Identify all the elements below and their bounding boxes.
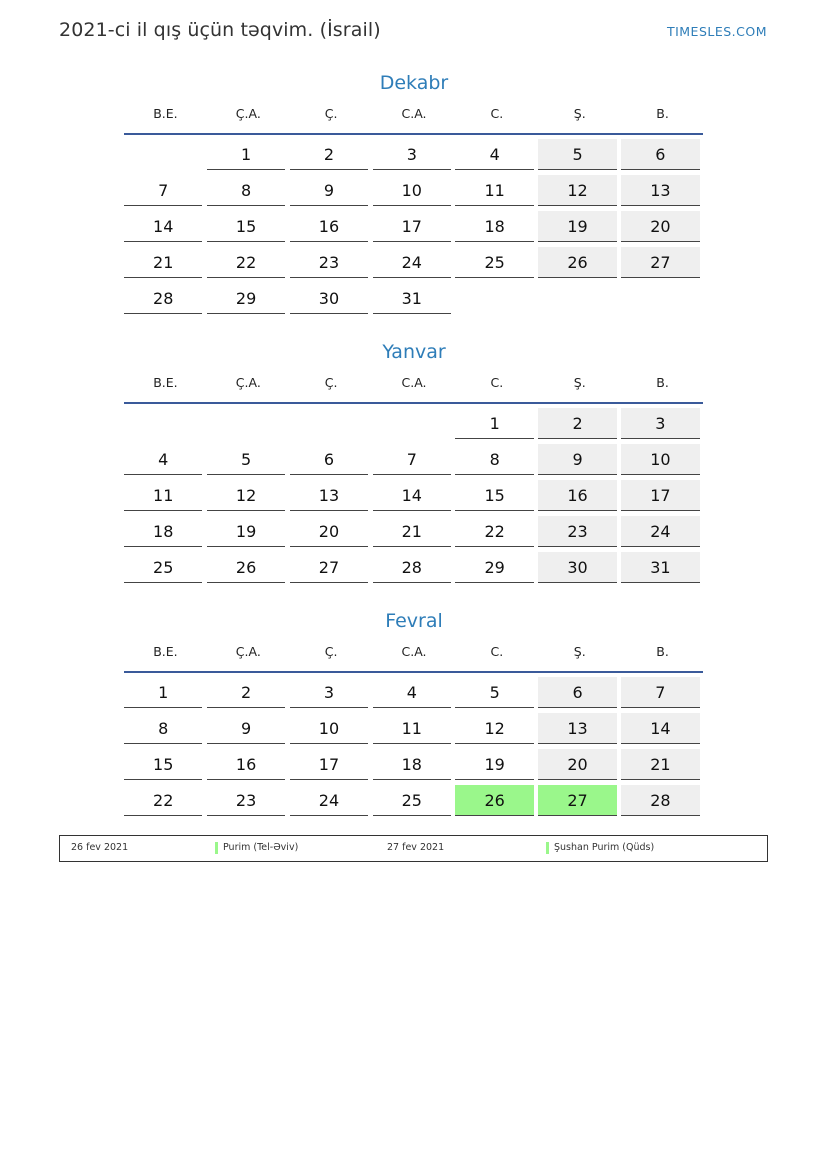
day-cell[interactable]: 10: [290, 713, 368, 744]
day-cell[interactable]: 18: [455, 211, 533, 242]
legend-marker-1: [215, 842, 218, 854]
day-cell[interactable]: 23: [207, 785, 285, 816]
day-cell[interactable]: 15: [207, 211, 285, 242]
empty-day-cell: [455, 283, 533, 314]
day-cell[interactable]: 5: [207, 444, 285, 475]
day-cell[interactable]: 16: [290, 211, 368, 242]
legend-date-1: 26 fev 2021: [71, 842, 129, 853]
day-cell[interactable]: 16: [538, 480, 616, 511]
day-cell[interactable]: 1: [124, 677, 202, 708]
weekday-label: B.E.: [153, 644, 178, 659]
day-cell[interactable]: 21: [373, 516, 451, 547]
weekday-header: [124, 102, 704, 126]
weekday-label: B.: [656, 375, 669, 390]
weekday-label: Ç.: [324, 375, 338, 390]
weekday-label: B.: [656, 644, 669, 659]
days-grid: [124, 408, 704, 588]
day-cell[interactable]: 12: [538, 175, 616, 206]
legend-date-2: 27 fev 2021: [387, 842, 445, 853]
day-cell[interactable]: 24: [373, 247, 451, 278]
day-cell[interactable]: 25: [124, 552, 202, 583]
week-row: [124, 749, 704, 785]
day-cell[interactable]: 5: [538, 139, 616, 170]
day-cell[interactable]: 11: [124, 480, 202, 511]
day-cell[interactable]: 9: [290, 175, 368, 206]
weekday-label: C.: [490, 106, 504, 121]
legend-name-1: Purim (Tel-Əviv): [223, 842, 299, 853]
month-block: [124, 338, 704, 588]
weekday-label: Ş.: [573, 375, 586, 390]
day-cell[interactable]: 23: [290, 247, 368, 278]
week-row: [124, 408, 704, 444]
day-cell[interactable]: 4: [455, 139, 533, 170]
day-cell[interactable]: 3: [290, 677, 368, 708]
weekday-label: C.A.: [401, 644, 427, 659]
day-cell[interactable]: 19: [207, 516, 285, 547]
month-title: Yanvar: [382, 341, 446, 363]
day-cell[interactable]: 24: [621, 516, 699, 547]
weekday-header: [124, 371, 704, 395]
days-grid: [124, 677, 704, 821]
day-cell[interactable]: 22: [124, 785, 202, 816]
day-cell[interactable]: 29: [207, 283, 285, 314]
day-cell[interactable]: 3: [621, 408, 699, 439]
empty-day-cell: [124, 408, 202, 439]
week-row: [124, 677, 704, 713]
day-cell[interactable]: 22: [455, 516, 533, 547]
day-cell[interactable]: 11: [373, 713, 451, 744]
day-cell[interactable]: 29: [455, 552, 533, 583]
day-cell[interactable]: 16: [207, 749, 285, 780]
day-cell[interactable]: 8: [207, 175, 285, 206]
day-cell[interactable]: 6: [621, 139, 699, 170]
week-row: [124, 516, 704, 552]
day-cell[interactable]: 12: [207, 480, 285, 511]
empty-day-cell: [373, 408, 451, 439]
week-row: [124, 713, 704, 749]
day-cell[interactable]: 28: [373, 552, 451, 583]
day-cell[interactable]: 1: [207, 139, 285, 170]
day-cell[interactable]: 13: [538, 713, 616, 744]
day-cell[interactable]: 9: [207, 713, 285, 744]
day-cell[interactable]: 3: [373, 139, 451, 170]
header-divider: [124, 402, 703, 404]
weekday-label: Ç.: [324, 644, 338, 659]
empty-day-cell: [538, 283, 616, 314]
weekday-label: Ç.A.: [235, 375, 261, 390]
day-cell[interactable]: 30: [290, 283, 368, 314]
day-cell[interactable]: 20: [290, 516, 368, 547]
day-cell[interactable]: 4: [124, 444, 202, 475]
weekday-header: [124, 640, 704, 664]
day-cell[interactable]: 10: [621, 444, 699, 475]
day-cell[interactable]: 26: [538, 247, 616, 278]
day-cell[interactable]: 7: [621, 677, 699, 708]
weekday-label: C.: [490, 375, 504, 390]
day-cell[interactable]: 20: [538, 749, 616, 780]
day-cell[interactable]: 20: [621, 211, 699, 242]
weekday-label: C.A.: [401, 106, 427, 121]
week-row: [124, 247, 704, 283]
day-cell[interactable]: 13: [621, 175, 699, 206]
brand-link[interactable]: TIMESLES.COM: [666, 24, 767, 39]
weekday-label: B.E.: [153, 106, 178, 121]
day-cell[interactable]: 6: [538, 677, 616, 708]
weekday-label: C.A.: [401, 375, 427, 390]
holiday-legend: [59, 835, 768, 862]
weekday-label: C.: [490, 644, 504, 659]
day-cell[interactable]: 6: [290, 444, 368, 475]
day-cell[interactable]: 28: [621, 785, 699, 816]
day-cell[interactable]: 4: [373, 677, 451, 708]
day-cell[interactable]: 21: [124, 247, 202, 278]
day-cell[interactable]: 27: [290, 552, 368, 583]
day-cell[interactable]: 27: [538, 785, 616, 816]
day-cell[interactable]: 23: [538, 516, 616, 547]
day-cell[interactable]: 14: [621, 713, 699, 744]
header-divider: [124, 133, 703, 135]
day-cell[interactable]: 17: [373, 211, 451, 242]
day-cell[interactable]: 2: [538, 408, 616, 439]
day-cell[interactable]: 11: [455, 175, 533, 206]
weekday-label: Ş.: [573, 644, 586, 659]
day-cell[interactable]: 15: [124, 749, 202, 780]
weekday-label: Ç.: [324, 106, 338, 121]
day-cell[interactable]: 30: [538, 552, 616, 583]
day-cell[interactable]: 25: [455, 247, 533, 278]
day-cell[interactable]: 2: [290, 139, 368, 170]
week-row: [124, 175, 704, 211]
day-cell[interactable]: 8: [455, 444, 533, 475]
empty-day-cell: [207, 408, 285, 439]
page-title: 2021-ci il qış üçün təqvim. (İsrail): [59, 19, 381, 41]
legend-marker-2: [546, 842, 549, 854]
day-cell[interactable]: 10: [373, 175, 451, 206]
weekday-label: B.E.: [153, 375, 178, 390]
weekday-label: Ç.A.: [235, 106, 261, 121]
header-divider: [124, 671, 703, 673]
weekday-label: Ş.: [573, 106, 586, 121]
week-row: [124, 444, 704, 480]
day-cell[interactable]: 17: [290, 749, 368, 780]
day-cell[interactable]: 28: [124, 283, 202, 314]
week-row: [124, 139, 704, 175]
weekday-label: B.: [656, 106, 669, 121]
day-cell[interactable]: 26: [455, 785, 533, 816]
day-cell[interactable]: 18: [373, 749, 451, 780]
month-title: Fevral: [385, 610, 443, 632]
day-cell[interactable]: 19: [538, 211, 616, 242]
day-cell[interactable]: 2: [207, 677, 285, 708]
day-cell[interactable]: 14: [124, 211, 202, 242]
month-block: [124, 607, 704, 821]
day-cell[interactable]: 25: [373, 785, 451, 816]
week-row: [124, 211, 704, 247]
week-row: [124, 552, 704, 588]
day-cell[interactable]: 7: [373, 444, 451, 475]
day-cell[interactable]: 1: [455, 408, 533, 439]
month-block: [124, 69, 704, 319]
month-title: Dekabr: [379, 72, 449, 94]
week-row: [124, 283, 704, 319]
day-cell[interactable]: 17: [621, 480, 699, 511]
day-cell[interactable]: 15: [455, 480, 533, 511]
day-cell[interactable]: 14: [373, 480, 451, 511]
legend-name-2: Şushan Purim (Qüds): [554, 842, 655, 853]
empty-day-cell: [124, 139, 202, 170]
day-cell[interactable]: 31: [621, 552, 699, 583]
day-cell[interactable]: 21: [621, 749, 699, 780]
day-cell[interactable]: 31: [373, 283, 451, 314]
day-cell[interactable]: 9: [538, 444, 616, 475]
day-cell[interactable]: 24: [290, 785, 368, 816]
days-grid: [124, 139, 704, 319]
day-cell[interactable]: 22: [207, 247, 285, 278]
weekday-label: Ç.A.: [235, 644, 261, 659]
day-cell[interactable]: 27: [621, 247, 699, 278]
day-cell[interactable]: 26: [207, 552, 285, 583]
empty-day-cell: [290, 408, 368, 439]
day-cell[interactable]: 12: [455, 713, 533, 744]
day-cell[interactable]: 18: [124, 516, 202, 547]
day-cell[interactable]: 7: [124, 175, 202, 206]
week-row: [124, 480, 704, 516]
day-cell[interactable]: 8: [124, 713, 202, 744]
day-cell[interactable]: 13: [290, 480, 368, 511]
day-cell[interactable]: 19: [455, 749, 533, 780]
empty-day-cell: [621, 283, 699, 314]
week-row: [124, 785, 704, 821]
day-cell[interactable]: 5: [455, 677, 533, 708]
